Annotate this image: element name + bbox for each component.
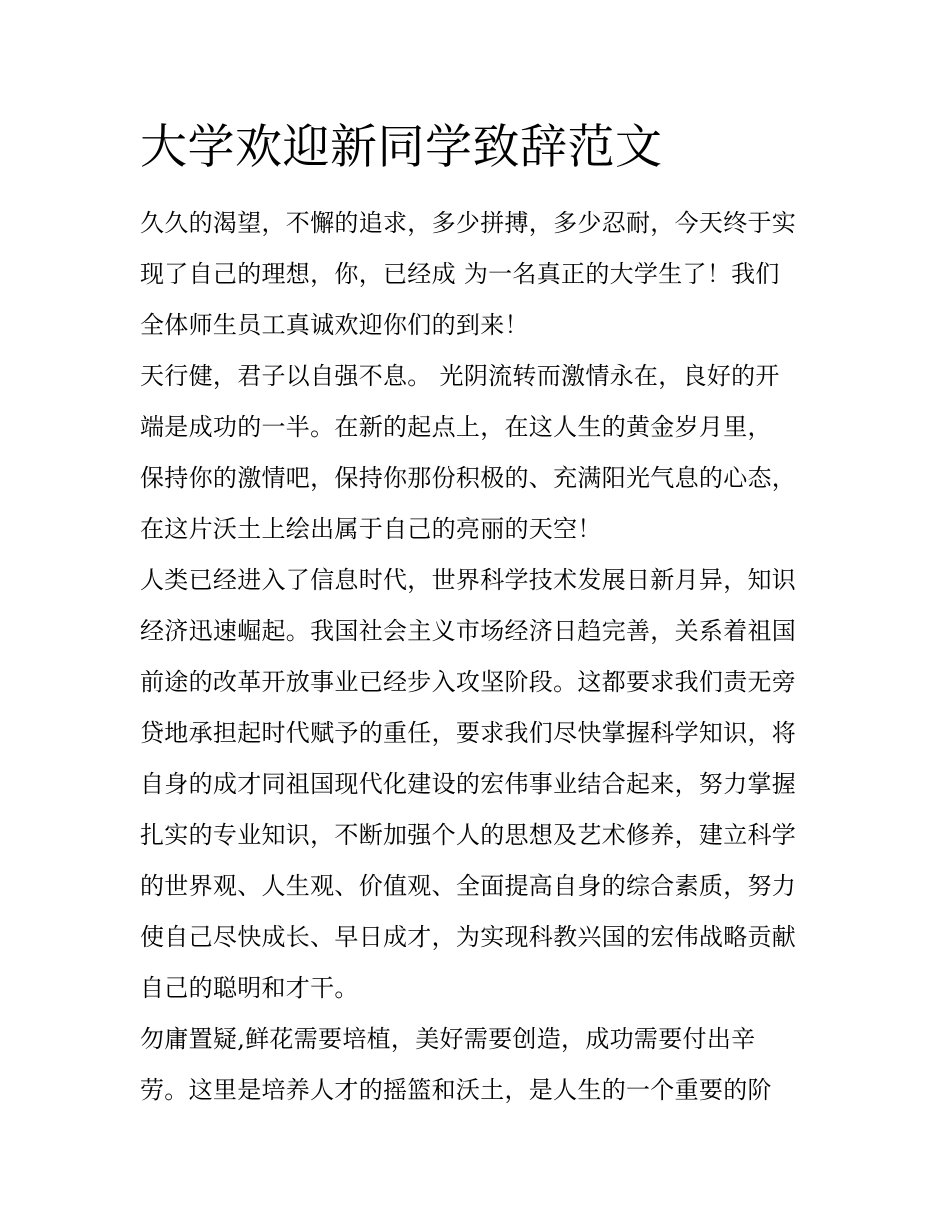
text-line: 扎实的专业知识，不断加强个人的思想及艺术修养，建立科学 xyxy=(140,821,797,849)
text-line: 自己的聪明和才干。 xyxy=(140,974,359,1002)
text-line: 久久的渴望，不懈的追求，多少拼搏，多少忍耐，今天终于实 xyxy=(140,209,797,237)
text-line: 劳。这里是培养人才的摇篮和沃土，是人生的一个重要的阶 xyxy=(140,1076,772,1104)
text-line: 全体师生员工真诚欢迎你们的到来！ xyxy=(140,311,529,339)
text-line: 保持你的激情吧，保持你那份积极的、充满阳光气息的心态， xyxy=(140,464,797,492)
text-line: 自身的成才同祖国现代化建设的宏伟事业结合起来，努力掌握 xyxy=(140,770,797,798)
text-line: 端是成功的一半。在新的起点上，在这人生的黄金岁月里， xyxy=(140,413,772,441)
document-title: 大学欢迎新同学致辞范文 xyxy=(140,120,663,175)
document-body xyxy=(140,198,830,1116)
text-line: 现了自己的理想，你，已经成 为一名真正的大学生了！我们 xyxy=(140,260,780,288)
text-line: 使自己尽快成长、早日成才，为实现科教兴国的宏伟战略贡献 xyxy=(140,923,797,951)
text-line: 贷地承担起时代赋予的重任，要求我们尽快掌握科学知识，将 xyxy=(140,719,797,747)
text-line: 人类已经进入了信息时代，世界科学技术发展日新月异，知识 xyxy=(140,566,797,594)
text-line: 天行健，君子以自强不息。 光阴流转而激情永在，良好的开 xyxy=(140,362,780,390)
text-line: 勿庸置疑,鲜花需要培植，美好需要创造，成功需要付出辛 xyxy=(140,1025,756,1053)
text-line: 在这片沃土上绘出属于自己的亮丽的天空！ xyxy=(140,515,602,543)
text-line: 前途的改革开放事业已经步入攻坚阶段。这都要求我们责无旁 xyxy=(140,668,797,696)
text-line: 经济迅速崛起。我国社会主义市场经济日趋完善，关系着祖国 xyxy=(140,617,797,645)
text-line: 的世界观、人生观、价值观、全面提高自身的综合素质，努力 xyxy=(140,872,797,900)
